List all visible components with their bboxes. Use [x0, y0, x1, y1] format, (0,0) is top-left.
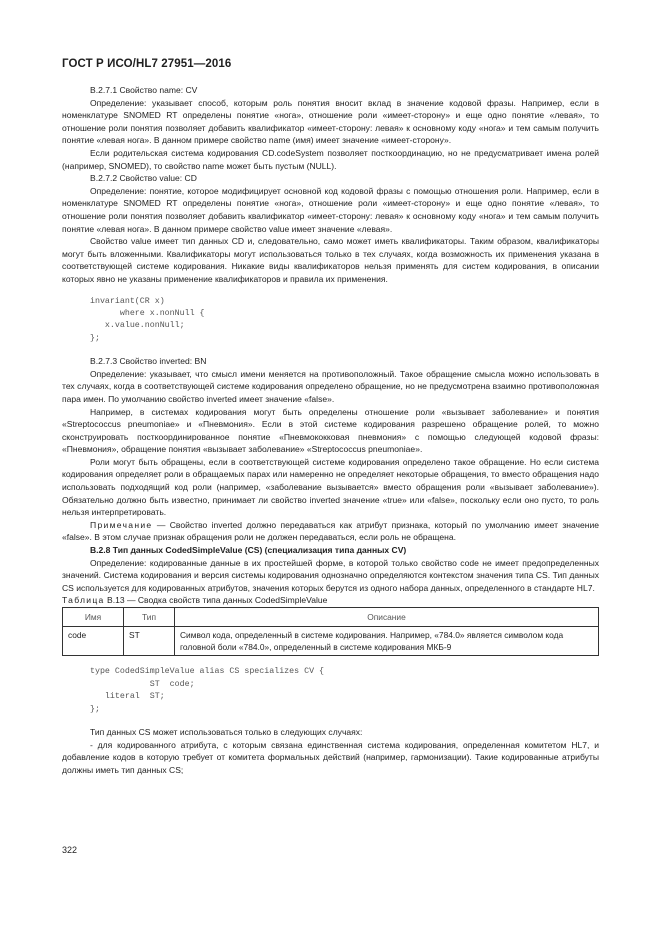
- paragraph: - для кодированного атрибута, с которым связана единственная система кодирования, определенная комитетом HL7, и добавление кодов в которую требует от комитета формальных действий (например, гармонизации). Такие кодированные атрибуты должны иметь тип данных CS;: [62, 739, 599, 775]
- paragraph: Свойство value имеет тип данных CD и, следовательно, само может иметь квалификаторы. Таким образом, квалификаторы могут быть вложенными. Квалификаторы могут использоваться только в тех случаях, когда возможность их применения указана в соответствующей системе кодирования. Никакие виды квалификаторов нельзя применять для систем кодирования, в описании которых явно не указаны применение квалификаторов и правила их применения.: [62, 236, 599, 284]
- code-block-invariant: invariant(CR x) where x.nonNull { x.value.nonNull; };: [90, 296, 205, 343]
- note: [62, 519, 599, 544]
- header-cell-name: Имя: [63, 608, 124, 627]
- table-row: [63, 627, 599, 656]
- section-title: B.2.7.1 Свойство name: CV: [90, 85, 198, 95]
- table-header-row: [63, 608, 599, 627]
- page-number: 322: [62, 845, 78, 855]
- paragraph: Если родительская система кодирования CD.codeSystem позволяет посткоординацию, но не предусматривает имена ролей (например, SNOMED), то свойство name может быть пустым (NULL).: [62, 147, 599, 171]
- paragraph: Определение: понятие, которое модифицирует основной код кодовой фразы с помощью отношения роли. Например, если в номенклатуре SNOMED RT определены понятие «нога», отношение роли «имеет-сторону» и еще одно понятие «левая», то отношение роли понятия позволяет добавить квалификатор «имеет-сторону: левая» к основному коду «нога» и тем самым получить понятие «левая нога». В данном примере свойство value имеет значение «левая».: [62, 185, 599, 234]
- paragraph: Определение: указывает, что смысл имени меняется на противоположный. Такое обращение смысла можно использовать в тех случаях, когда в соответствующей системе кодирования определено обращение, но не предусмотрена взаимно противоположная пара имен. По умолчанию свойство inverted имеет значение «false».: [62, 368, 599, 404]
- paragraph: Определение: кодированные данные в их простейшей форме, в которой только свойство code не имеет предопределенных значений. Система кодирования и версия системы кодирования однозначно определяются контекстом значения типа CS. Тип данных CS используется для кодированных атрибутов, значения которых берутся из одного набора данных, определенного в стандарте HL7.: [62, 557, 599, 593]
- page-header: ГОСТ Р ИСО/HL7 27951—2016: [62, 58, 232, 70]
- header-cell-type: Тип: [124, 608, 175, 627]
- section-title: B.2.8 Тип данных CodedSimpleValue (CS) (специализация типа данных CV): [90, 545, 407, 556]
- section-title: B.2.7.2 Свойство value: CD: [90, 173, 197, 184]
- cell-description: Символ кода, определенный в системе кодирования. Например, «784.0» является символом кода головной боли «784.0», определенный в системе кодирования МКБ-9: [175, 627, 599, 656]
- cell-name: code: [63, 627, 124, 656]
- table-caption: [62, 594, 599, 607]
- note-text: — Свойство inverted должно передаваться как атрибут признака, который по умолчанию имеет значение «false». В этом случае признак обращения роли не должен передаваться, если роль не обращена.: [62, 519, 599, 543]
- code-block-type: type CodedSimpleValue alias CS specializes CV { ST code; literal ST; };: [90, 667, 325, 714]
- paragraph: Определение: указывает способ, которым роль понятия вносит вклад в значение кодовой фразы. Например, если в номенклатуре SNOMED RT определены понятие «нога», отношение роли «имеет-сторону» и еще одно понятие «левая», то отношение роли понятия позволяет добавить квалификатор «имеет-сторону: левая» к основному коду «нога» и тем самым получить понятие «левая нога». В данном примере свойство name (имя) имеет значение «имеет-сторону».: [62, 97, 599, 146]
- section-title: B.2.7.3 Свойство inverted: BN: [90, 356, 207, 367]
- note-label: Примечание: [90, 519, 153, 530]
- cell-type: ST: [124, 627, 175, 656]
- table-label: Таблица: [62, 595, 105, 606]
- header-cell-description: Описание: [175, 608, 599, 627]
- document-body: [62, 84, 599, 776]
- table-caption-text: B.13 — Сводка свойств типа данных CodedSimpleValue: [104, 595, 328, 606]
- paragraph: Например, в системах кодирования могут быть определены отношение роли «вызывает заболевание» и понятия «Streptococcus pneumoniae» и «Пневмония». Если в этой системе кодирования разрешено обращение ролей, то можно сконструировать посткоординированное понятие «Пневмококковая пневмония» с помощью следующей кодовой фразы: «Пневмония», обращение понятия «вызывает заболевание» «Streptococcus pneumoniae».: [62, 406, 599, 455]
- paragraph: Тип данных CS может использоваться только в следующих случаях:: [90, 727, 363, 738]
- paragraph: Роли могут быть обращены, если в соответствующей системе кодирования определено такое обращение. Но если система кодирования определяет роли в обращаемых парах или намеренно не определяет некоторые обращения, то вместо обращения надо использовать подходящий код роли (например, «заболевание вызывается» вместо обращения роли «вызывает заболевание»). Обязательно должно быть известно, принимает ли свойство inverted значение «true» или «false», поскольку если оно пусто, то роль нельзя интерпретировать.: [62, 456, 599, 518]
- properties-table: [62, 607, 599, 656]
